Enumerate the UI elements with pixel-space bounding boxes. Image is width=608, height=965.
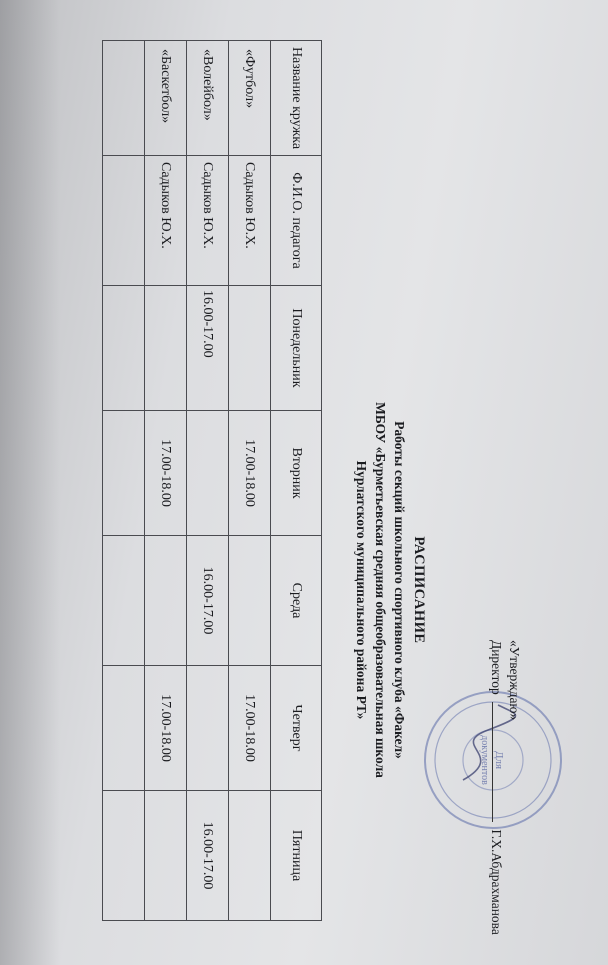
cell-monday <box>103 286 145 411</box>
document-header <box>352 240 428 940</box>
page-title: РАСПИСАНИЕ <box>411 536 427 644</box>
cell-teacher: Садыков Ю.Х. <box>229 156 271 286</box>
col-header-wednesday: Среда <box>271 536 322 666</box>
table-row <box>229 41 271 921</box>
table-header-row <box>271 41 322 921</box>
cell-thursday <box>103 666 145 791</box>
col-header-name: Название кружка <box>271 41 322 156</box>
director-label: Директор <box>489 640 504 695</box>
cell-name <box>103 41 145 156</box>
cell-wednesday: 16.00-17.00 <box>187 536 229 666</box>
table-row <box>103 41 145 921</box>
table-row <box>187 41 229 921</box>
col-header-tuesday: Вторник <box>271 411 322 536</box>
col-header-thursday: Четверг <box>271 666 322 791</box>
cell-name: «Футбол» <box>229 41 271 156</box>
cell-thursday: 17.00-18.00 <box>145 666 187 791</box>
cell-wednesday <box>229 536 271 666</box>
cell-teacher: Садыков Ю.Х. <box>187 156 229 286</box>
cell-name: «Волейбол» <box>187 41 229 156</box>
cell-tuesday: 17.00-18.00 <box>145 411 187 536</box>
cell-tuesday <box>187 411 229 536</box>
schedule-table <box>102 40 322 921</box>
cell-monday <box>145 286 187 411</box>
cell-monday <box>229 286 271 411</box>
header-line-2: Работы секций школьного спортивного клуба «Факел» <box>392 421 407 759</box>
approval-block <box>487 640 523 960</box>
col-header-friday: Пятница <box>271 791 322 921</box>
cell-thursday <box>187 666 229 791</box>
header-line-4: Нурлатского муниципального района РТ» <box>354 460 369 720</box>
cell-tuesday: 17.00-18.00 <box>229 411 271 536</box>
cell-wednesday <box>145 536 187 666</box>
table-row <box>145 41 187 921</box>
stamp-text-bottom: документов <box>479 735 490 785</box>
cell-name: «Баскетбол» <box>145 41 187 156</box>
cell-monday: 16.00-17.00 <box>187 286 229 411</box>
signature-blank <box>492 702 493 822</box>
cell-teacher <box>103 156 145 286</box>
cell-friday <box>145 791 187 921</box>
header-line-3: МБОУ «Бурметьевская средняя общеобразовательная школа <box>373 402 388 778</box>
cell-thursday: 17.00-18.00 <box>229 666 271 791</box>
director-name: Г.Х.Абдрахманова <box>489 829 504 935</box>
stamp-text-top: Для <box>493 750 505 770</box>
approval-title: «Утверждаю» <box>507 640 522 721</box>
cell-friday <box>229 791 271 921</box>
cell-wednesday <box>103 536 145 666</box>
cell-teacher: Садыков Ю.Х. <box>145 156 187 286</box>
cell-friday: 16.00-17.00 <box>187 791 229 921</box>
cell-tuesday <box>103 411 145 536</box>
col-header-teacher: Ф.И.О. педагога <box>271 156 322 286</box>
approval-director-line <box>487 640 505 960</box>
cell-friday <box>103 791 145 921</box>
col-header-monday: Понедельник <box>271 286 322 411</box>
